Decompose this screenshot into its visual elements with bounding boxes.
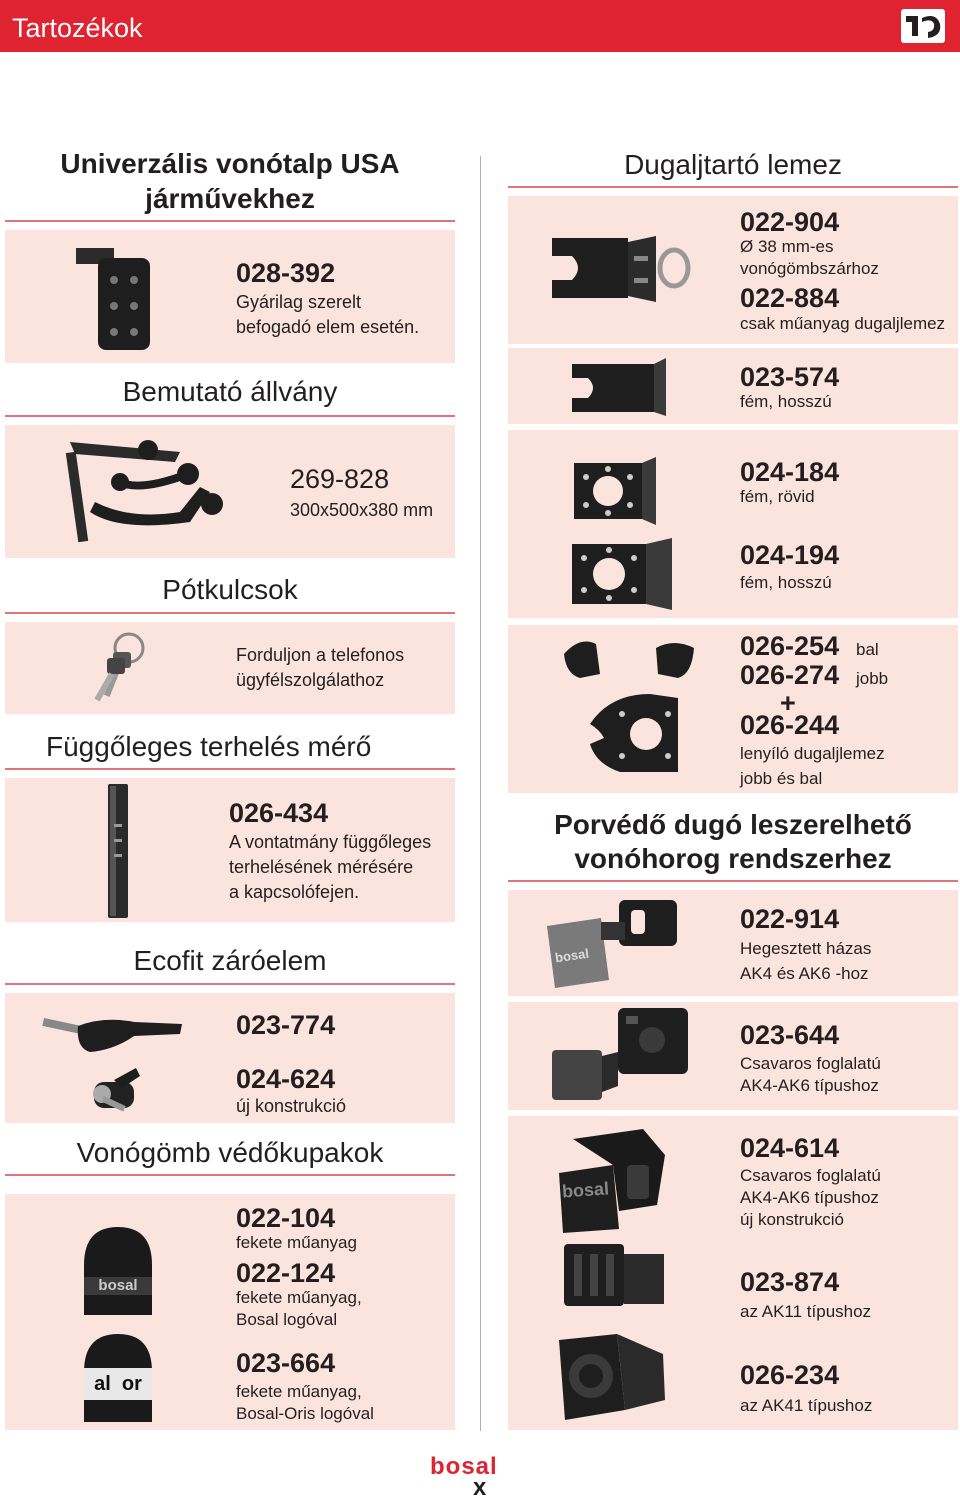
footer-brand-text: bosal xyxy=(430,1453,498,1480)
dust-plug-ak41-icon xyxy=(555,1330,670,1424)
product-desc: befogadó elem esetén. xyxy=(236,317,420,337)
product-code: 024-194 xyxy=(740,540,840,570)
product-code: 023-664 xyxy=(236,1348,336,1378)
hitch-receiver-icon xyxy=(70,238,170,358)
socket-plate-long-icon xyxy=(570,356,670,418)
product-code: 022-104 xyxy=(236,1203,336,1233)
product-desc: Bosal logóval xyxy=(236,1310,338,1329)
product-desc: az AK11 típushoz xyxy=(740,1302,872,1321)
dust-plug-screw-icon xyxy=(548,1006,693,1106)
product-desc: AK4 és AK6 -hoz xyxy=(740,964,869,983)
lock-lever-icon xyxy=(44,1010,184,1120)
caps-title: Vonógömb védőkupakok xyxy=(76,1137,384,1168)
section-rule xyxy=(508,186,958,188)
product-desc: Ø 38 mm-es xyxy=(740,237,834,256)
product-desc: Forduljon a telefonos xyxy=(236,645,405,665)
page-title: Tartozékok xyxy=(12,13,143,43)
usa-title-line1: Univerzális vonótalp USA xyxy=(60,148,400,179)
product-desc: fém, rövid xyxy=(740,487,815,506)
product-desc: AK4-AK6 típushoz xyxy=(740,1076,879,1095)
plate-title: Dugaljtartó lemez xyxy=(624,149,842,180)
keys-panel xyxy=(5,622,455,714)
cap-logo-label: bosal xyxy=(98,1277,138,1294)
socket-plate-icon xyxy=(548,228,698,308)
product-desc: ügyfélszolgálathoz xyxy=(236,670,385,690)
product-desc: A vontatmány függőleges xyxy=(229,832,432,852)
product-desc: fém, hosszú xyxy=(740,573,832,592)
load-gauge-icon xyxy=(104,784,132,918)
product-code: 023-774 xyxy=(236,1010,336,1040)
section-rule xyxy=(5,415,455,417)
brand-mark-icon xyxy=(898,6,948,46)
product-code: 028-392 xyxy=(236,258,336,288)
section-rule xyxy=(5,983,455,985)
column-divider xyxy=(480,156,481,1431)
stand-title: Bemutató állvány xyxy=(122,376,338,407)
plug-logo-label: bosal xyxy=(554,945,590,966)
plus-sign: + xyxy=(780,688,796,718)
section-rule xyxy=(5,612,455,614)
keys-icon xyxy=(85,630,155,708)
product-code: 022-884 xyxy=(740,283,840,313)
product-code: 023-874 xyxy=(740,1267,840,1297)
round-socket-plate-icon xyxy=(568,455,663,527)
product-code: 024-614 xyxy=(740,1133,840,1163)
product-desc: Hegesztett házas xyxy=(740,939,872,958)
product-code: 024-184 xyxy=(740,457,840,487)
product-desc: vonógömbszárhoz xyxy=(740,259,879,278)
page-header xyxy=(0,0,960,52)
section-rule xyxy=(5,1174,455,1176)
usa-title-line2: járművekhez xyxy=(145,183,315,214)
product-code: 022-914 xyxy=(740,904,840,934)
product-side: bal xyxy=(856,640,879,659)
dust-plug-icon xyxy=(545,896,685,992)
keys-title: Pótkulcsok xyxy=(162,574,298,605)
product-side: jobb xyxy=(856,669,889,688)
product-desc: Bosal-Oris logóval xyxy=(236,1404,374,1423)
product-desc: lenyíló dugaljlemez xyxy=(740,744,885,763)
product-desc: terhelésének mérésére xyxy=(229,857,414,877)
product-desc: Csavaros foglalatú xyxy=(740,1166,881,1185)
footer-brand-logo xyxy=(430,1453,498,1481)
product-code: 026-254 xyxy=(740,631,840,661)
product-desc: fekete műanyag, xyxy=(236,1288,362,1307)
caps-panel xyxy=(5,1194,455,1430)
product-code: 269-828 xyxy=(290,464,390,494)
product-code: 026-434 xyxy=(229,798,329,828)
towball-cap-icon xyxy=(80,1225,156,1317)
product-desc: AK4-AK6 típushoz xyxy=(740,1188,879,1207)
product-code: 026-244 xyxy=(740,710,840,740)
round-socket-plate-long-icon xyxy=(568,536,678,612)
product-desc: fém, hosszú xyxy=(740,392,832,411)
product-desc: Gyárilag szerelt xyxy=(236,292,362,312)
product-code: 026-234 xyxy=(740,1360,840,1390)
dust-title-line1: Porvédő dugó leszerelhető xyxy=(554,809,912,840)
drop-down-plate-icon xyxy=(560,634,705,784)
product-desc: új konstrukció xyxy=(236,1096,347,1116)
product-code: 023-644 xyxy=(740,1020,840,1050)
dust-title-line2: vonóhorog rendszerhez xyxy=(574,843,892,874)
display-stand-icon xyxy=(60,432,240,554)
product-desc: fekete műanyag, xyxy=(236,1382,362,1401)
product-desc: új konstrukció xyxy=(740,1210,844,1229)
product-code: 023-574 xyxy=(740,362,840,392)
ecofit-title: Ecofit záróelem xyxy=(133,945,327,976)
section-rule xyxy=(5,220,455,222)
page-number: x xyxy=(473,1474,487,1501)
product-desc: fekete műanyag xyxy=(236,1233,357,1252)
gauge-title: Függőleges terhelés mérő xyxy=(46,731,372,762)
cap-logo-label: al or xyxy=(94,1373,142,1395)
product-desc: az AK41 típushoz xyxy=(740,1396,873,1415)
product-desc: csak műanyag dugaljlemez xyxy=(740,314,946,333)
product-code: 022-124 xyxy=(236,1258,336,1288)
product-code: 022-904 xyxy=(740,207,840,237)
product-desc: jobb és bal xyxy=(740,769,823,788)
product-desc: a kapcsolófejen. xyxy=(229,882,360,902)
product-size: 300x500x380 mm xyxy=(290,500,434,520)
section-rule xyxy=(5,768,455,770)
product-desc: Csavaros foglalatú xyxy=(740,1054,881,1073)
product-code: 026-274 xyxy=(740,660,840,690)
plug-logo-label: bosal xyxy=(561,1178,610,1202)
dust-plug-ak11-icon xyxy=(560,1240,670,1314)
section-rule xyxy=(508,880,958,882)
product-code: 024-624 xyxy=(236,1064,336,1094)
